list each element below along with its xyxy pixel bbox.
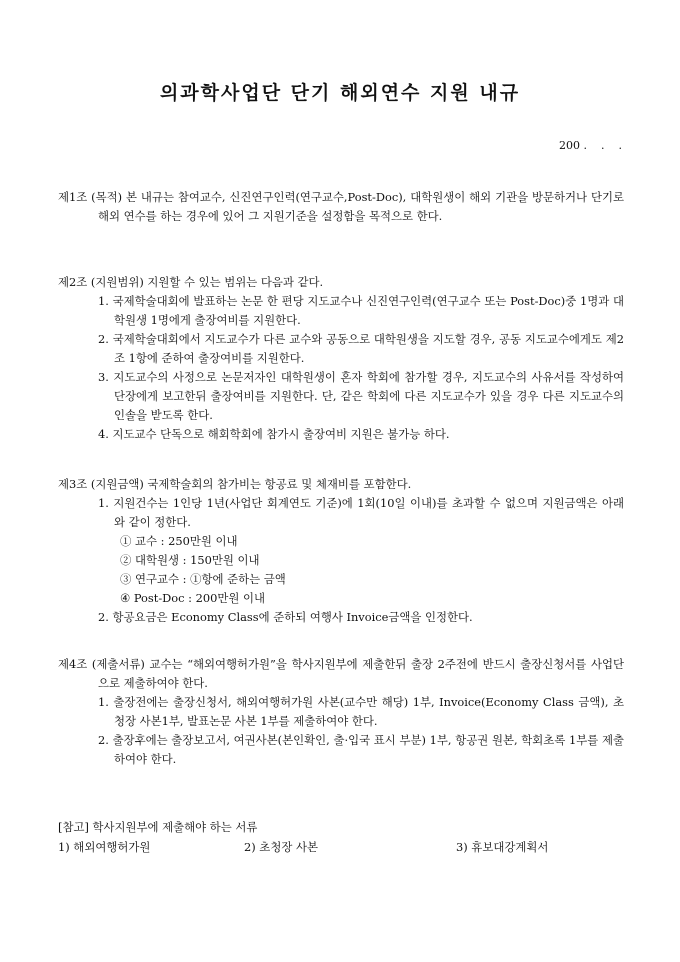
article-2-item-2: 2. 국제학술대회에서 지도교수가 다른 교수와 공동으로 대학원생을 지도할 경우, 공동 지도교수에게도 제2조 1항에 준하여 출장여비를 지원한다. [98,332,624,365]
reference-section [58,818,624,858]
article-2 [58,273,624,444]
article-3-item-1: 1. 지원건수는 1인당 1년(사업단 회계연도 기준)에 1회(10일 이내)를 초과할 수 없으며 지원금액은 아래와 같이 정한다. [98,496,624,529]
article-3-subitem-1: ① 교수 : 250만원 이내 [120,534,238,548]
article-3-subitem-2: ② 대학원생 : 150만원 이내 [120,553,260,567]
article-4-item-2: 2. 출장후에는 출장보고서, 여권사본(본인확인, 출·입국 표시 부분) 1부, 항공권 원본, 학회초록 1부를 제출하여야 한다. [98,733,624,766]
article-4-heading: 제4조 (제출서류) 교수는 “해외여행허가원”을 학사지원부에 제출한뒤 출장 2주전에 반드시 출장신청서를 사업단으로 제출하여야 한다. [58,657,624,690]
article-1 [58,188,624,226]
reference-heading: [참고] 학사지원부에 제출해야 하는 서류 [58,820,258,834]
article-2-item-3: 3. 지도교수의 사정으로 논문저자인 대학원생이 혼자 학회에 참가할 경우, 지도교수의 사유서를 작성하여 단장에게 보고한뒤 출장여비를 지원한다. 단, 같은 학회에 다른 지도교수가 있을 경우 다른 지도교수의 인솔을 받도록 한다. [98,370,624,422]
document-title: 의과학사업단 단기 해외연수 지원 내규 [159,82,521,104]
article-2-item-4: 4. 지도교수 단독으로 해회학회에 참가시 출장여비 지원은 불가능 하다. [98,427,450,441]
article-4-item-1: 1. 출장전에는 출장신청서, 해외여행허가원 사본(교수만 해당) 1부, Invoice(Economy Class 금액), 초청장 사본1부, 발표논문 사본 1부를 제출하여야 한다. [98,695,624,728]
article-3-subitem-4: ④ Post-Doc : 200만원 이내 [120,591,265,605]
reference-item-2: 2) 초청장 사본 [244,840,318,854]
reference-heading-row [58,818,624,838]
reference-items-row [58,838,624,858]
article-3-heading: 제3조 (지원금액) 국제학술회의 참가비는 항공료 및 체재비를 포함한다. [58,477,412,491]
article-3-subitem-3: ③ 연구교수 : ①항에 준하는 금액 [120,572,286,586]
article-4 [58,655,624,769]
article-3 [58,475,624,627]
article-2-heading: 제2조 (지원범위) 지원할 수 있는 범위는 다음과 같다. [58,275,324,289]
article-3-item-2: 2. 항공요금은 Economy Class에 준하되 여행사 Invoice금액을 인정한다. [98,610,473,624]
document-date: 200 . . . [559,139,622,152]
reference-item-1: 1) 해외여행허가원 [58,840,151,854]
article-2-item-1: 1. 국제학술대회에 발표하는 논문 한 편당 지도교수나 신진연구인력(연구교수 또는 Post-Doc)중 1명과 대학원생 1명에게 출장여비를 지원한다. [98,294,624,327]
reference-item-3: 3) 휴보대강계획서 [456,840,549,854]
article-1-heading: 제1조 (목적) 본 내규는 참여교수, 신진연구인력(연구교수,Post-Doc), 대학원생이 해외 기관을 방문하거나 단기로 해외 연수를 하는 경우에 있어 그 지원기준을 설정함을 목적으로 한다. [58,190,624,223]
